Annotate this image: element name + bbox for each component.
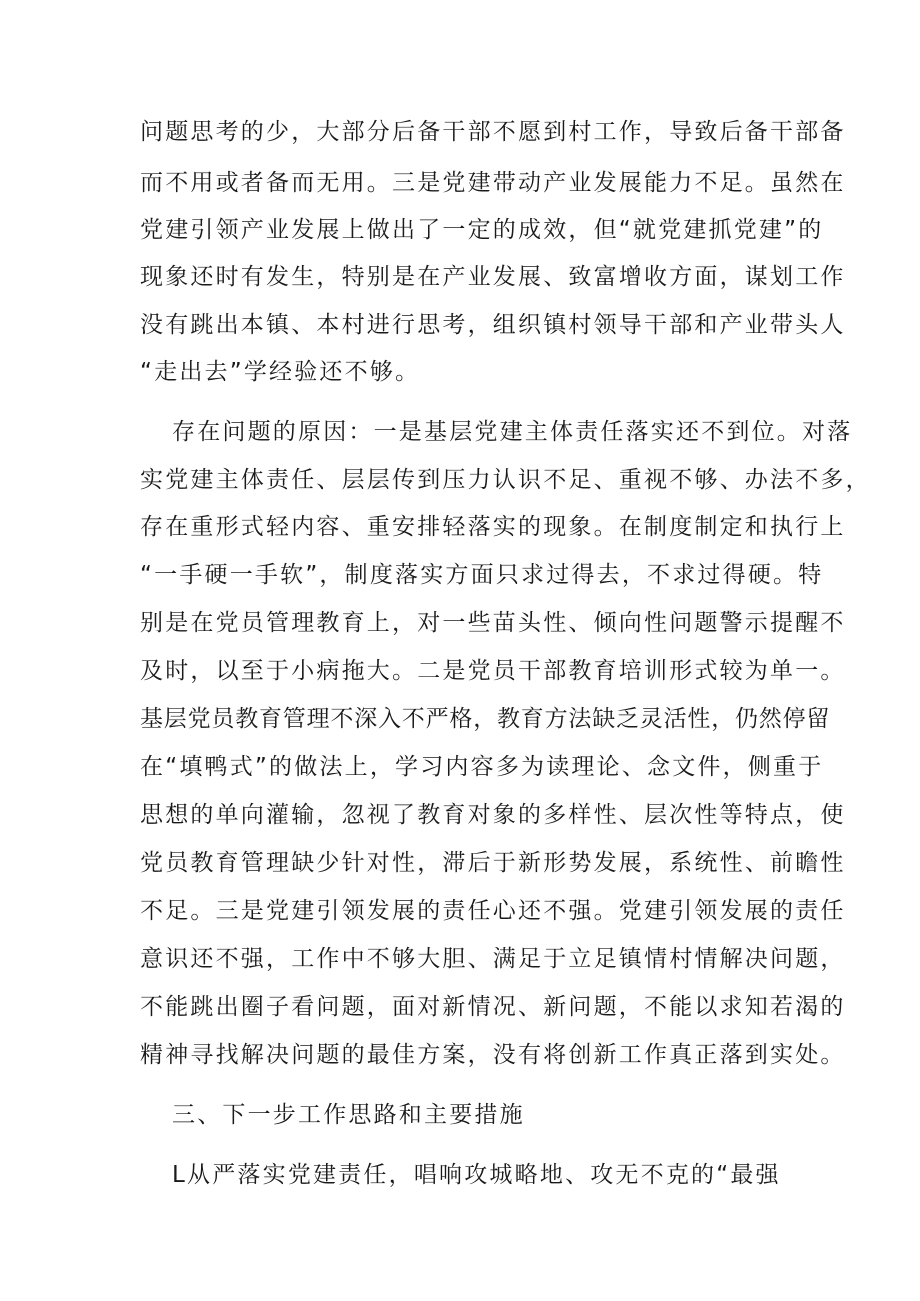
- text-line: 党员教育管理缺少针对性，滞后于新形势发展，系统性、前瞻性: [140, 850, 846, 876]
- text-line: 存在问题的原因：一是基层党建主体责任落实还不到位。对落: [172, 419, 853, 445]
- text-line: 不能跳出圈子看问题，面对新情况、新问题，不能以求知若渴的: [140, 994, 846, 1020]
- text-line: “走出去”学经验还不够。: [140, 359, 421, 385]
- text-line: 实党建主体责任、层层传到压力认识不足、重视不够、办法不多，: [140, 467, 871, 493]
- text-line: 及时，以至于小病拖大。二是党员干部教育培训形式较为单一。: [140, 658, 846, 684]
- text-line: 党建引领产业发展上做出了一定的成效，但“就党建抓党建”的: [140, 217, 824, 243]
- text-line: 意识还不强，工作中不够大胆、满足于立足镇情村情解决问题，: [140, 946, 846, 972]
- text-line: 不足。三是党建引领发展的责任心还不强。党建引领发展的责任: [140, 898, 846, 924]
- text-line: 在“填鸭式”的做法上，学习内容多为读理论、念文件，侧重于: [140, 754, 824, 780]
- text-line: 精神寻找解决问题的最佳方案，没有将创新工作真正落到实处。: [140, 1042, 846, 1068]
- text-line: 现象还时有发生，特别是在产业发展、致富增收方面，谋划工作: [140, 264, 846, 290]
- text-line: 存在重形式轻内容、重安排轻落实的现象。在制度制定和执行上: [140, 514, 846, 540]
- text-line: 问题思考的少，大部分后备干部不愿到村工作，导致后备干部备: [140, 119, 846, 145]
- text-line: 别是在党员管理教育上，对一些苗头性、倾向性问题警示提醒不: [140, 610, 846, 636]
- text-line: 而不用或者备而无用。三是党建带动产业发展能力不足。虽然在: [140, 170, 846, 196]
- section-heading: 三、下一步工作思路和主要措施: [172, 1102, 525, 1128]
- text-line: 没有跳出本镇、本村进行思考，组织镇村领导干部和产业带头人: [140, 312, 846, 338]
- text-line: 基层党员教育管理不深入不严格，教育方法缺乏灵活性，仍然停留: [140, 706, 831, 732]
- text-line: 思想的单向灌输，忽视了教育对象的多样性、层次性等特点，使: [140, 802, 846, 828]
- text-line: L从严落实党建责任，唱响攻城略地、攻无不克的“最强: [172, 1162, 781, 1188]
- text-line: “一手硬一手软”，制度落实方面只求过得去，不求过得硬。特: [140, 562, 824, 588]
